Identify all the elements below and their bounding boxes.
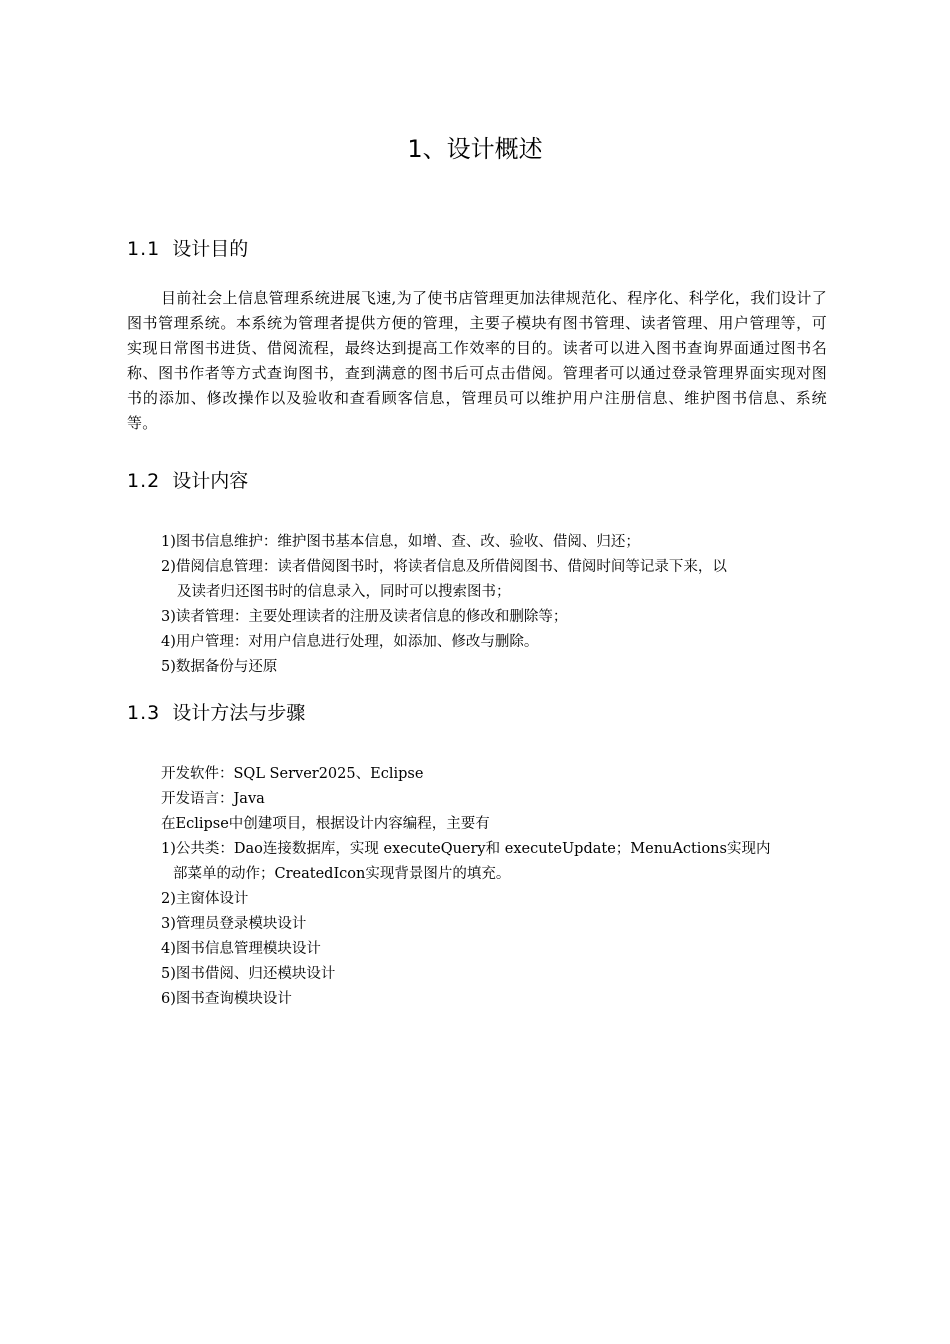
section-heading-1-1 [127,235,248,263]
list-item: 5)图书借阅、归还模块设计 [161,966,336,982]
list-item: 1)图书信息维护：维护图书基本信息，如增、查、改、验收、借阅、归还； [161,534,640,550]
list-item-continuation: 部菜单的动作；CreatedIcon实现背景图片的填充。 [173,866,511,882]
design-content-list [161,530,831,680]
list-item: 开发语言：Java [161,791,265,807]
section-title: 设计方法与步骤 [172,702,306,724]
list-item: 1)公共类：Dao连接数据库，实现 executeQuery和 executeUpdate；MenuActions实现内 [161,841,771,857]
list-item: 4)用户管理：对用户信息进行处理，如添加、修改与删除。 [161,634,539,650]
list-item: 3)读者管理：主要处理读者的注册及读者信息的修改和删除等； [161,609,568,625]
list-item: 2)借阅信息管理：读者借阅图书时，将读者信息及所借阅图书、借阅时间等记录下来，以 [161,559,727,575]
list-item: 开发软件：SQL Server2025、Eclipse [161,766,424,782]
section-number: 1.3 [127,702,161,724]
list-item: 5)数据备份与还原 [161,659,278,675]
list-item: 4)图书信息管理模块设计 [161,941,321,957]
section-paragraph: 目前社会上信息管理系统进展飞速,为了使书店管理更加法律规范化、程序化、科学化，我们设计了图书管理系统。本系统为管理者提供方便的管理，主要子模块有图书管理、读者管理、用户管理等，可实现日常图书进货、借阅流程，最终达到提高工作效率的目的。读者可以进入图书查询界面通过图书名称、图书作者等方式查询图书，查到满意的图书后可点击借阅。管理者可以通过登录管理界面实现对图书的添加、修改操作以及验收和查看顾客信息，管理员可以维护用户注册信息、维护图书信息、系统等。 [127,289,827,432]
section-number: 1.2 [127,470,161,492]
section-heading-1-3 [127,699,305,727]
section-heading-1-2 [127,467,248,495]
section-title: 设计内容 [172,470,249,492]
list-item: 2)主窗体设计 [161,891,249,907]
list-item-continuation: 及读者归还图书时的信息录入，同时可以搜索图书； [177,584,511,600]
section-number: 1.1 [127,238,161,260]
list-item: 在Eclipse中创建项目，根据设计内容编程，主要有 [161,816,490,832]
list-item: 6)图书查询模块设计 [161,991,292,1007]
design-method-list [161,762,831,1012]
section-title: 设计目的 [172,238,249,260]
page-title: 1、设计概述 [407,135,543,163]
list-item: 3)管理员登录模块设计 [161,916,307,932]
